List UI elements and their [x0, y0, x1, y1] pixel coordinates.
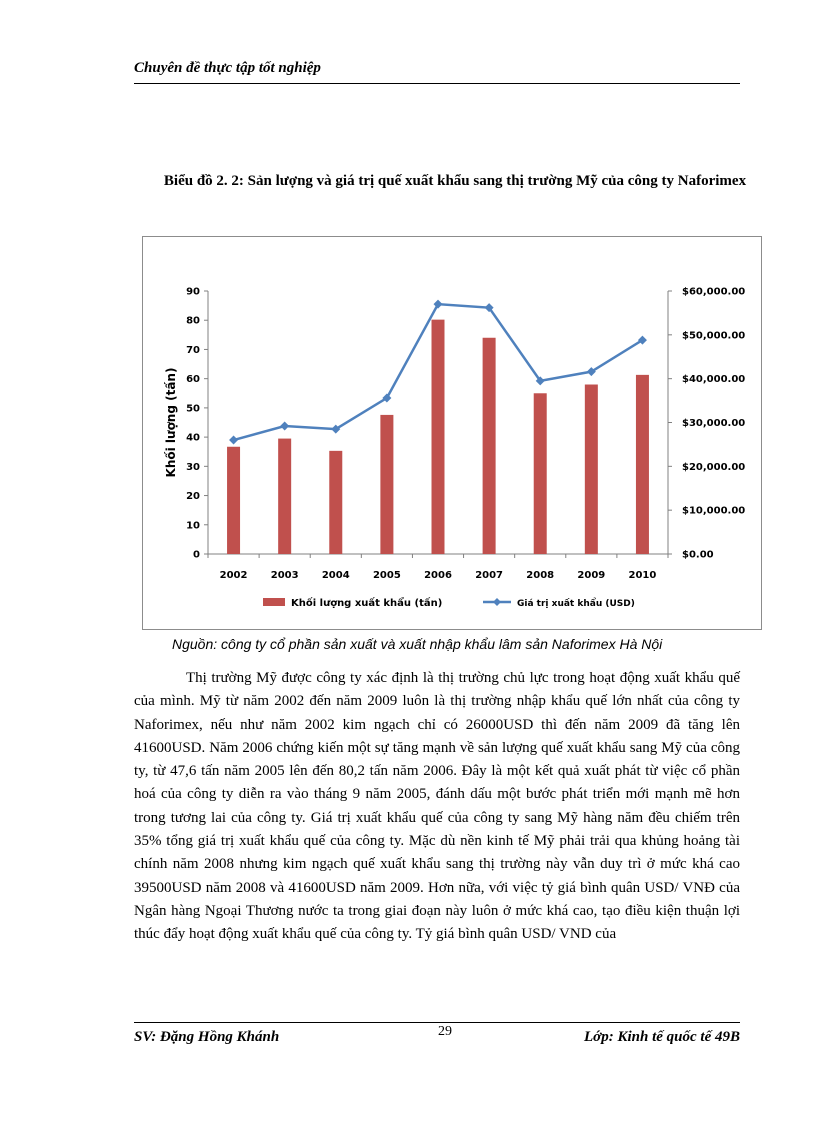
legend-line-marker	[493, 598, 501, 606]
combo-chart	[143, 237, 761, 629]
legend-bar-label: Khối lượng xuất khẩu (tấn)	[291, 598, 443, 609]
bar	[227, 447, 240, 554]
x-tick-label: 2006	[424, 570, 452, 581]
y-tick-label-left: 80	[186, 315, 200, 327]
x-tick-label: 2002	[219, 570, 248, 581]
bar	[636, 375, 649, 554]
line-point	[229, 436, 238, 445]
y-tick-label-left: 10	[186, 520, 200, 532]
bar	[534, 393, 547, 554]
bar	[483, 338, 496, 554]
body-text	[134, 667, 740, 947]
chart-container	[142, 236, 762, 630]
line-point	[280, 422, 289, 431]
y-tick-label-left: 20	[186, 491, 200, 503]
y-tick-label-left: 70	[186, 344, 200, 356]
x-tick-label: 2004	[321, 570, 350, 581]
bar	[432, 320, 445, 554]
y-tick-label-left: 90	[186, 286, 200, 298]
bar	[278, 439, 291, 554]
footer-student-name: SV: Đặng Hồng Khánh	[134, 1029, 280, 1045]
x-tick-label: 2007	[475, 570, 504, 581]
y-tick-label-left: 0	[193, 549, 200, 561]
page-number: 29	[438, 1024, 452, 1039]
y-tick-label-right: $0.00	[682, 549, 714, 561]
y-tick-label-left: 30	[186, 461, 200, 473]
x-tick-label: 2008	[526, 570, 555, 581]
legend-line-label: Giá trị xuất khẩu (USD)	[517, 599, 635, 609]
y-tick-label-right: $10,000.00	[682, 505, 746, 517]
y-axis-title: Khối lượng (tấn)	[164, 367, 178, 478]
bar	[585, 385, 598, 554]
y-tick-label-left: 40	[186, 432, 200, 444]
footer-class: Lớp: Kinh tế quốc tế 49B	[584, 1029, 740, 1045]
chart-source: Nguồn: công ty cổ phần sản xuất và xuất nhập khẩu lâm sản Naforimex Hà Nội	[172, 636, 663, 652]
bar	[380, 415, 393, 554]
y-tick-label-left: 50	[186, 403, 200, 415]
y-tick-label-right: $60,000.00	[682, 286, 746, 298]
x-tick-label: 2005	[372, 570, 401, 581]
footer-divider	[134, 1022, 740, 1023]
y-tick-label-right: $20,000.00	[682, 461, 746, 473]
y-tick-label-right: $30,000.00	[682, 418, 746, 429]
x-tick-label: 2003	[270, 570, 299, 581]
chart-title: Biểu đồ 2. 2: Sản lượng và giá trị quế xuất khẩu sang thị trường Mỹ của công ty Naforimex	[163, 173, 747, 189]
y-tick-label-right: $40,000.00	[682, 374, 746, 386]
y-tick-label-right: $50,000.00	[682, 330, 746, 342]
x-tick-label: 2009	[577, 570, 606, 581]
legend-bar-swatch	[263, 598, 285, 606]
y-tick-label-left: 60	[186, 374, 200, 386]
bar	[329, 451, 342, 554]
header-title: Chuyên đề thực tập tốt nghiệp	[134, 60, 321, 76]
body-paragraph: Thị trường Mỹ được công ty xác định là thị trường chủ lực trong hoạt động xuất khẩu quế của mình. Mỹ từ năm 2002 đến năm 2009 luôn là thị trường nhập khẩu quế lớn nhất của công ty Naforimex, nếu như năm 2002 kim ngạch chỉ có 26000USD thì đến năm 2009 đã tăng lên 41600USD. Năm 2006 chứng kiến một sự tăng mạnh về sản lượng quế xuất khẩu sang Mỹ của công ty, từ 47,6 tấn năm 2005 lên đến 80,2 tấn năm 2006. Đây là một kết quả xuất phát từ việc cổ phần hoá của công ty diễn ra vào tháng 9 năm 2005, đánh dấu một bước phát triển mới mạnh mẽ hơn trong tương lai của công ty. Giá trị xuất khẩu quế của công ty sang Mỹ hàng năm đều chiếm trên 35% tổng giá trị xuất khẩu quế của công ty. Mặc dù nền kinh tế Mỹ phải trải qua khủng hoảng tài chính năm 2008 nhưng kim ngạch quế xuất khẩu sang thị trường này vẫn duy trì ở mức khá cao 39500USD năm 2008 và 41600USD năm 2009. Hơn nữa, với việc tỷ giá bình quân USD/ VNĐ của Ngân hàng Ngoại Thương nước ta trong giai đoạn này luôn ở mức khá cao, tạo điều kiện thuận lợi thúc đẩy hoạt động xuất khẩu quế của công ty. Tỷ giá bình quân USD/ VND của	[134, 670, 740, 943]
x-tick-label: 2010	[628, 570, 657, 581]
line-point	[434, 300, 443, 309]
header-divider	[134, 83, 740, 84]
